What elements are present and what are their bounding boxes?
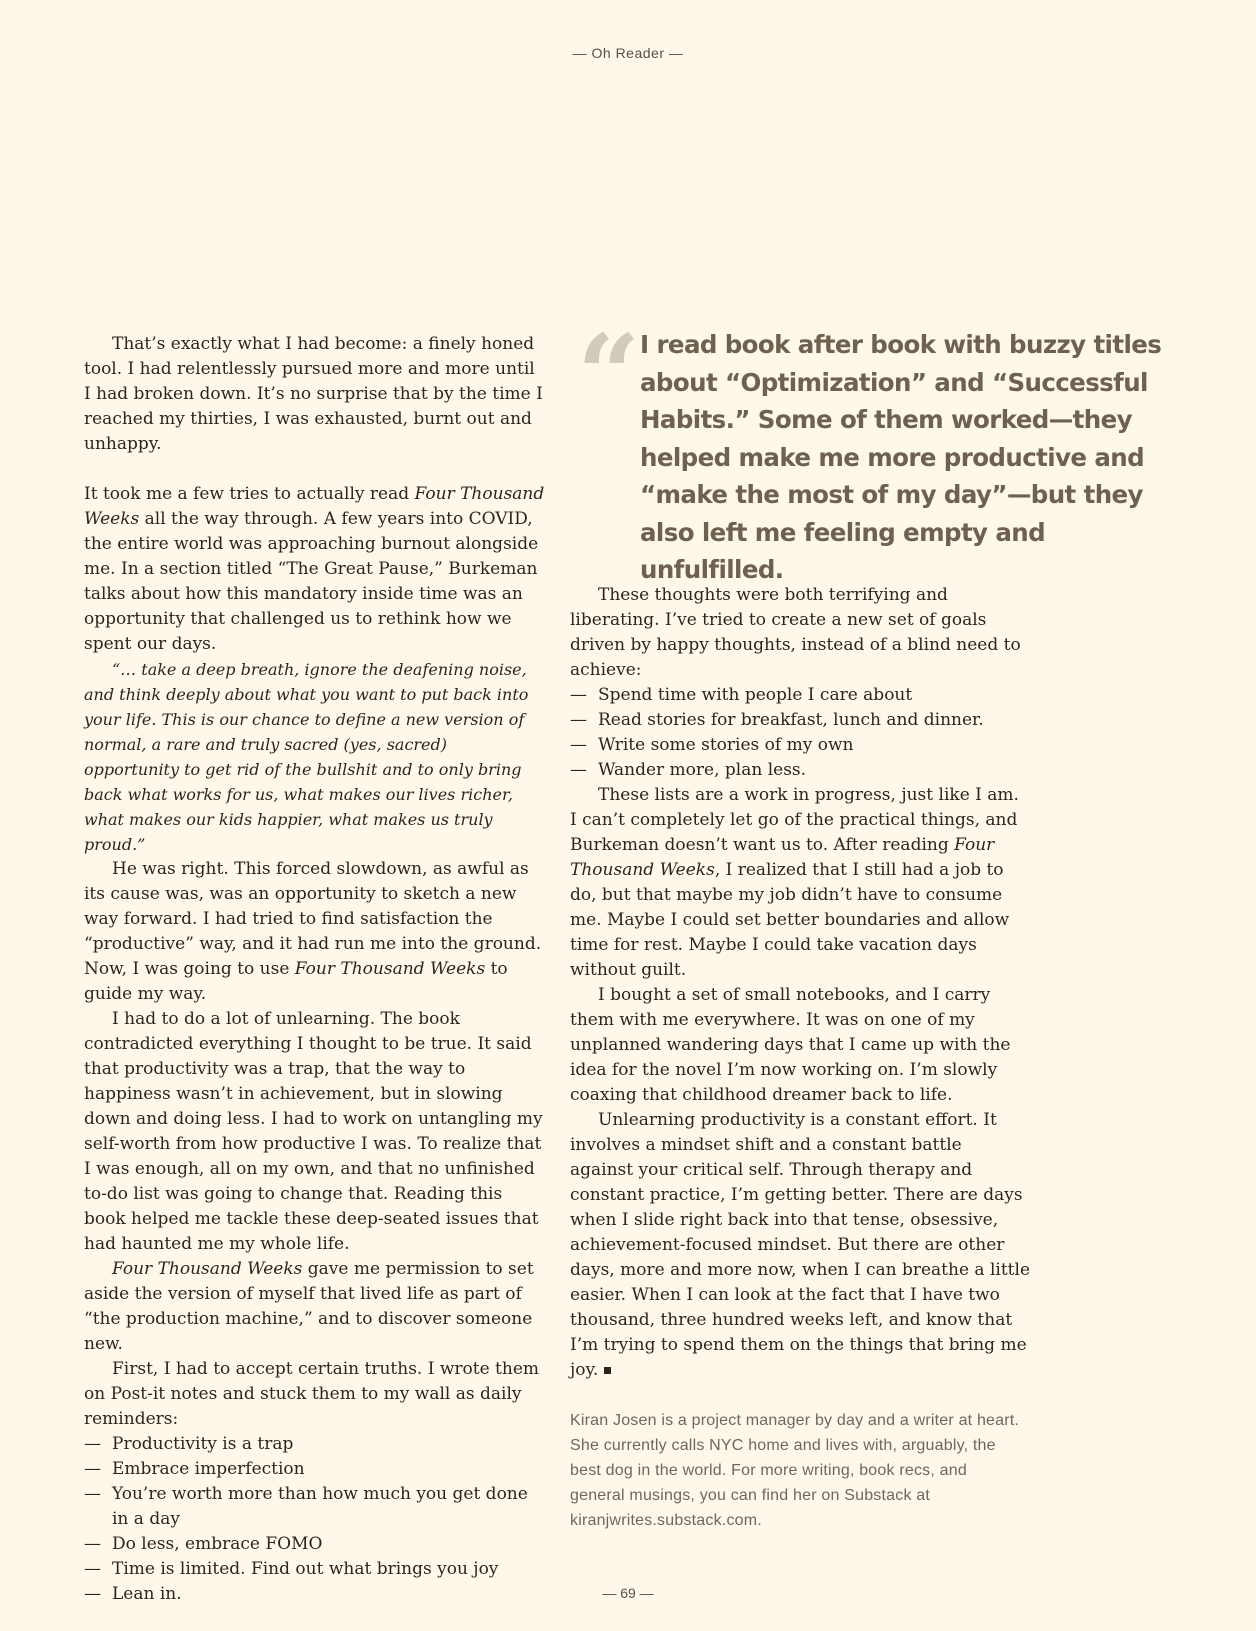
book-title: Four Thousand Weeks	[570, 835, 995, 880]
list-item: — Spend time with people I care about	[570, 685, 913, 705]
running-head: — Oh Reader —	[572, 45, 684, 61]
right-column	[570, 583, 1030, 1383]
paragraph: Four Thousand Weeks gave me permission to set aside the version of myself that lived life as part of “the production machine,” and to discover someone new.	[84, 1259, 534, 1354]
list-item: — Do less, embrace FOMO	[84, 1534, 323, 1554]
paragraph: These lists are a work in progress, just like I am. I can’t completely let go of the practical things, and Burkeman doesn’t want us to. After reading Four Thousand Weeks, I realized that I still had a job to do, but that maybe my job didn’t have to consume me. Maybe I could set better boundaries and allow time for rest. Maybe I could take vacation days without guilt.	[570, 785, 1019, 980]
block-quote: “… take a deep breath, ignore the deafening noise, and think deeply about what you want to put back into your life. This is our chance to define a new version of normal, a rare and truly sacred (yes, sacred) opportunity to get rid of the bullshit and to only bring back what works for us, what makes our lives richer, what makes our kids happier, what makes us truly proud.”	[84, 660, 529, 854]
book-title: Four Thousand Weeks	[112, 1259, 303, 1279]
list-item: — Lean in.	[84, 1584, 182, 1604]
book-title: Four Thousand Weeks	[84, 484, 545, 529]
paragraph: Unlearning productivity is a constant effort. It involves a mindset shift and a constant battle against your critical self. Through therapy and constant practice, I’m getting better. There are days when I slide right back into that tense, obsessive, achievement-focused mindset. But there are other days, more and more now, when I can breathe a little easier. When I can look at the fact that I have two thousand, three hundred weeks left, and know that I’m trying to spend them on the things that bring me joy.	[570, 1110, 1031, 1380]
list-item: — Read stories for breakfast, lunch and dinner.	[570, 710, 984, 730]
page-number: — 69 —	[602, 1585, 654, 1601]
paragraph: That’s exactly what I had become: a finely honed tool. I had relentlessly pursued more and more until I had broken down. It’s no surprise that by the time I reached my thirties, I was exhausted, burnt out and unhappy.	[84, 334, 543, 454]
left-column	[84, 332, 546, 1607]
paragraph: It took me a few tries to actually read Four Thousand Weeks all the way through. A few years into COVID, the entire world was approaching burnout alongside me. In a section titled “The Great Pause,” Burkeman talks about how this mandatory inside time was an opportunity that challenged us to rethink how we spent our days.	[84, 484, 545, 654]
list-item: — Wander more, plan less.	[570, 760, 807, 780]
list-item: — Time is limited. Find out what brings you joy	[84, 1559, 499, 1579]
truths-list	[84, 1432, 546, 1607]
list-item: — Embrace imperfection	[84, 1459, 305, 1479]
author-bio: Kiran Josen is a project manager by day and a writer at heart. She currently calls NYC home and lives with, arguably, the best dog in the world. For more writing, book recs, and general musings, you can find her on Substack at kiranjwrites.substack.com.	[570, 1412, 1020, 1529]
paragraph: These thoughts were both terrifying and liberating. I’ve tried to create a new set of goals driven by happy thoughts, instead of a blind need to achieve:	[570, 585, 1021, 680]
paragraph: I had to do a lot of unlearning. The book contradicted everything I thought to be true. It said that productivity was a trap, that the way to happiness wasn’t in achievement, but in slowing down and doing less. I had to work on untangling my self-worth from how productive I was. To realize that I was enough, all on my own, and that no unfinished to-do list was going to change that. Reading this book helped me tackle these deep-seated issues that had haunted me my whole life.	[84, 1009, 543, 1254]
end-mark-icon	[604, 1367, 611, 1374]
book-title: Four Thousand Weeks	[294, 959, 486, 979]
list-item: — Productivity is a trap	[84, 1434, 294, 1454]
paragraph: First, I had to accept certain truths. I wrote them on Post-it notes and stuck them to my wall as daily reminders:	[84, 1359, 540, 1429]
list-item: — You’re worth more than how much you get done in a day	[84, 1484, 528, 1529]
list-item: — Write some stories of my own	[570, 735, 854, 755]
pull-quote	[577, 310, 1177, 589]
pull-quote-text: I read book after book with buzzy titles about “Optimization” and “Successful Habits.” Some of them worked—they helped make me more productive and “make the most of my day”—but they also left me feeling empty and unfulfilled.	[640, 330, 1162, 584]
paragraph: He was right. This forced slowdown, as awful as its cause was, was an opportunity to sketch a new way forward. I had tried to find satisfaction the “productive” way, and it had run me into the ground. Now, I was going to use Four Thousand Weeks to guide my way.	[84, 859, 542, 1004]
quote-mark-icon: “	[577, 310, 641, 439]
paragraph: I bought a set of small notebooks, and I carry them with me everywhere. It was on one of my unplanned wandering days that I came up with the idea for the novel I’m now working on. I’m slowly coaxing that childhood dreamer back to life.	[570, 985, 1011, 1105]
goals-list	[570, 683, 1030, 783]
